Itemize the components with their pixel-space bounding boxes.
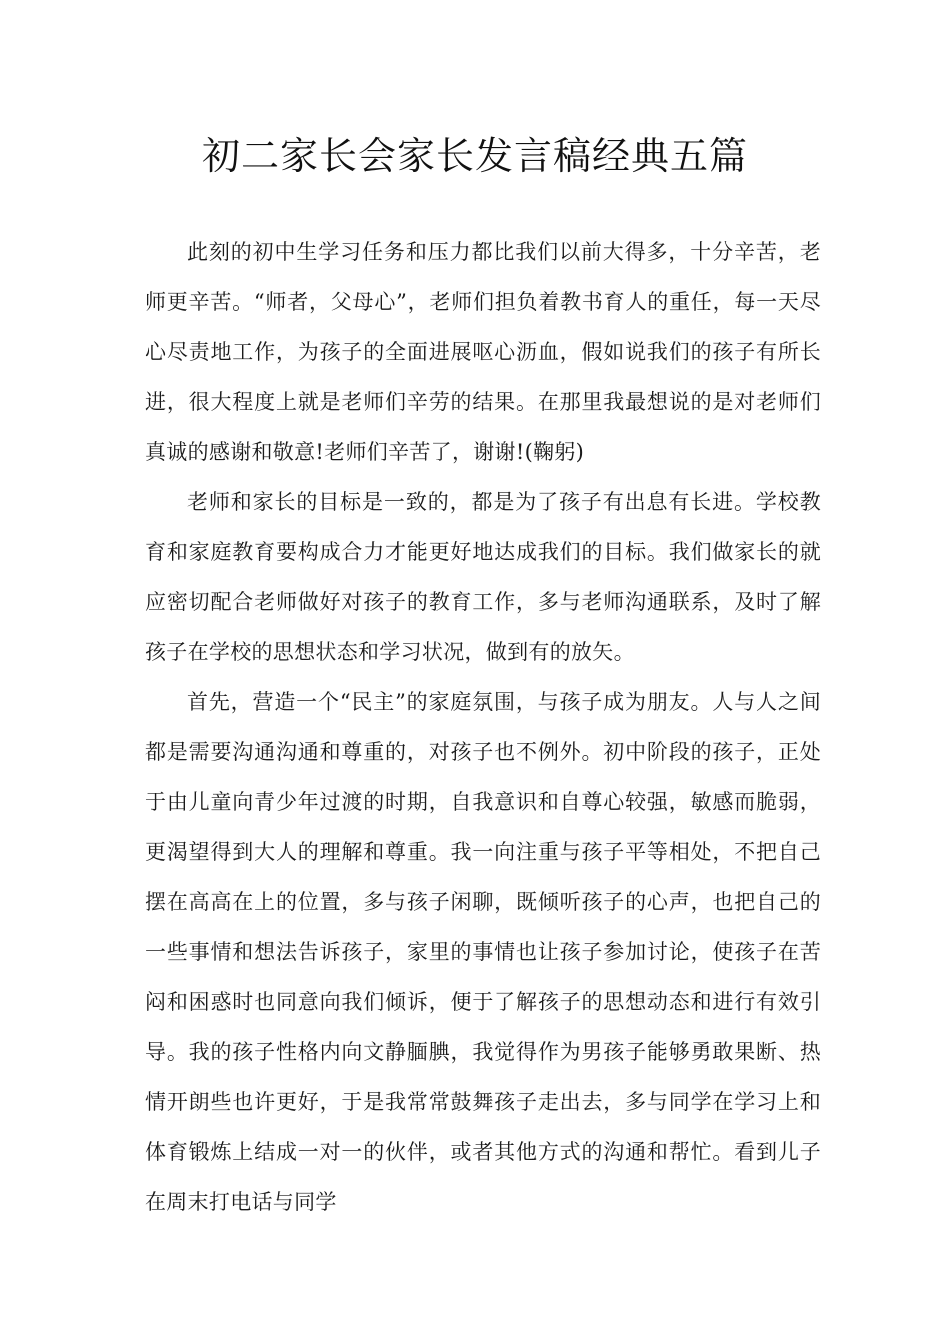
paragraph-2: 老师和家长的目标是一致的，都是为了孩子有出息有长进。学校教育和家庭教育要构成合力才能更好地达成我们的目标。我们做家长的就应密切配合老师做好对孩子的教育工作，多与老师沟通联系，及时了解孩子在学校的思想状态和学习状况，做到有的放矢。	[145, 490, 821, 664]
document-title: 初二家长会家长发言稿经典五篇	[201, 134, 748, 178]
paragraph-1: 此刻的初中生学习任务和压力都比我们以前大得多，十分辛苦，老师更辛苦。“师者，父母心”，老师们担负着教书育人的重任，每一天尽心尽责地工作，为孩子的全面进展呕心沥血，假如说我们的孩子有所长进，很大程度上就是老师们辛劳的结果。在那里我最想说的是对老师们真诚的感谢和敬意!老师们辛苦了，谢谢!(鞠躬)	[145, 240, 821, 464]
document-body	[145, 227, 821, 1227]
paragraph-3: 首先，营造一个“民主”的家庭氛围，与孩子成为朋友。人与人之间都是需要沟通沟通和尊重的，对孩子也不例外。初中阶段的孩子，正处于由儿童向青少年过渡的时期，自我意识和自尊心较强，敏感而脆弱，更渴望得到大人的理解和尊重。我一向注重与孩子平等相处，不把自己摆在高高在上的位置，多与孩子闲聊，既倾听孩子的心声，也把自己的一些事情和想法告诉孩子，家里的事情也让孩子参加讨论，使孩子在苦闷和困惑时也同意向我们倾诉，便于了解孩子的思想动态和进行有效引导。我的孩子性格内向文静腼腆，我觉得作为男孩子能够勇敢果断、热情开朗些也许更好，于是我常常鼓舞孩子走出去，多与同学在学习上和体育锻炼上结成一对一的伙伴，或者其他方式的沟通和帮忙。看到儿子在周末打电话与同学	[145, 690, 821, 1214]
